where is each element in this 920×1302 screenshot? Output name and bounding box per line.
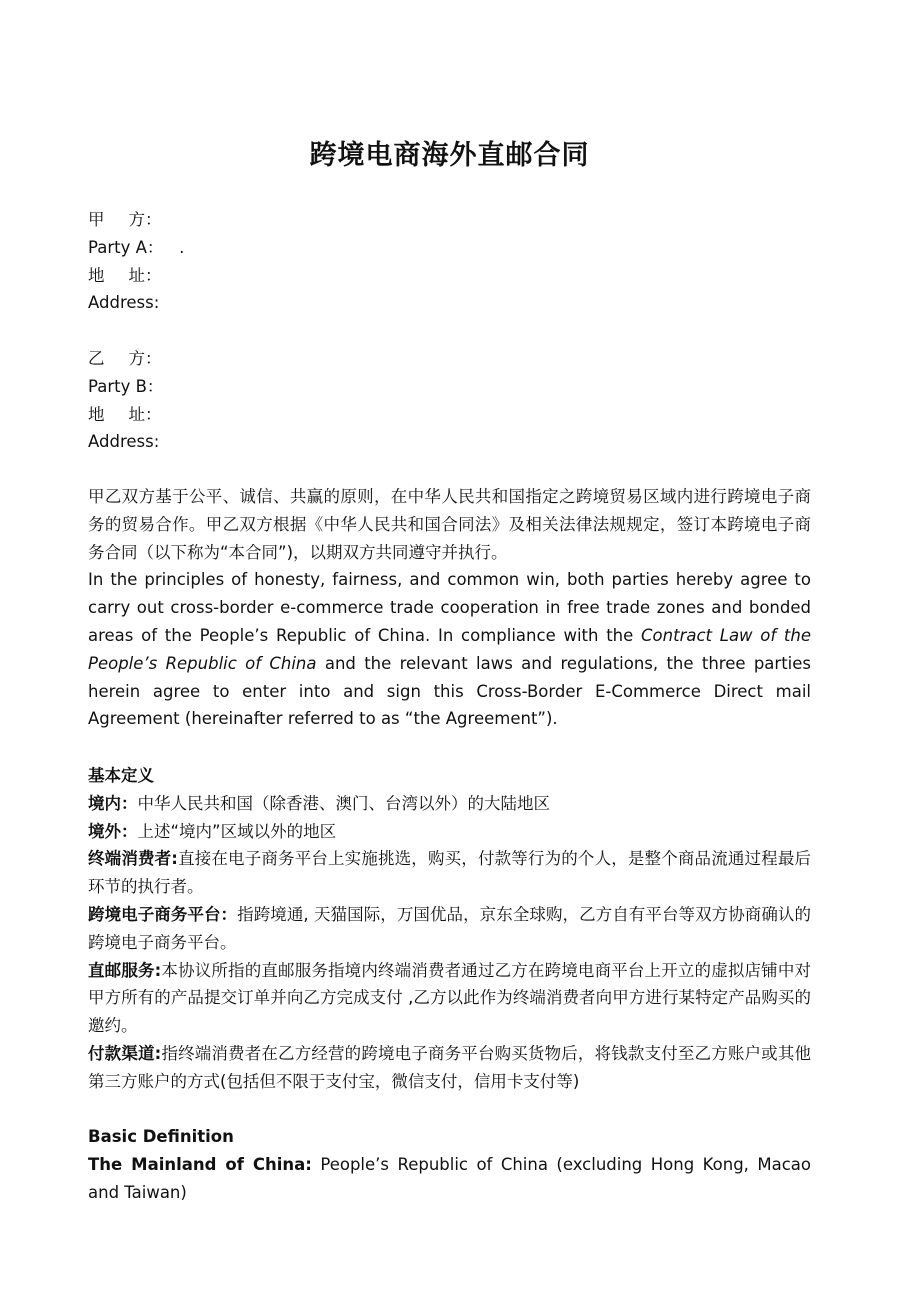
definition-item	[88, 818, 811, 846]
definition-item	[88, 790, 811, 818]
party-b-addr-char2: 址：	[128, 404, 162, 424]
definition-text: 指跨境通, 天猫国际，万国优品，京东全球购，乙方自有平台等双方协商确认的跨境电子商务平台。	[88, 904, 812, 952]
definition-term: The Mainland of China:	[88, 1154, 312, 1174]
party-b-en-label: Party B：	[88, 376, 164, 396]
definition-term: 付款渠道:	[88, 1043, 162, 1063]
definition-text: 直接在电子商务平台上实施挑选，购买，付款等行为的个人，是整个商品流通过程最后环节的执行者。	[88, 849, 811, 897]
definition-term: 境外：	[88, 821, 138, 841]
party-a-en-value: .	[179, 237, 185, 257]
party-a-addr-char2: 址：	[128, 265, 162, 285]
party-b-section	[88, 345, 811, 456]
party-a-addr-char1: 地	[88, 265, 105, 285]
definition-text: 中华人民共和国（除香港、澳门、台湾以外）的大陆地区	[137, 793, 550, 813]
definition-item	[88, 901, 811, 957]
definition-text: 指终端消费者在乙方经营的跨境电子商务平台购买货物后，将钱款支付至乙方账户或其他第三方账户的方式(包括但不限于支付宝，微信支付，信用卡支付等)	[88, 1043, 811, 1091]
party-b-cn-label	[88, 345, 811, 373]
document-title: 跨境电商海外直邮合同	[309, 140, 590, 171]
party-a-cn-label	[88, 206, 811, 234]
party-a-cn-char2: 方：	[128, 210, 162, 229]
definition-term: 跨境电子商务平台：	[88, 904, 238, 924]
definition-text: 上述“境内”区域以外的地区	[137, 821, 337, 841]
definition-text: People’s Republic of China (excluding Hong Kong, Macao and Taiwan)	[88, 1154, 811, 1202]
party-b-addr-char1: 地	[88, 404, 105, 424]
party-a-en-label	[88, 234, 811, 262]
definitions-cn-heading: 基本定义	[88, 766, 154, 785]
definition-item	[88, 1040, 811, 1096]
intro-en-text-2: and the relevant laws and regulations, the three parties herein agree to enter into and sign this Cross-Border E-Commerce Direct mail Agreement (hereinafter referred to as “the Agreement”).	[88, 653, 812, 729]
contract-law-reference: Contract Law of the People’s Republic of China	[88, 625, 812, 673]
definition-item	[88, 845, 811, 901]
party-b-address-en: Address:	[88, 432, 160, 452]
intro-cn-paragraph: 甲乙双方基于公平、诚信、共赢的原则，在中华人民共和国指定之跨境贸易区域内进行跨境电子商务的贸易合作。甲乙双方根据《中华人民共和国合同法》及相关法律法规规定，签订本跨境电子商务合同（以下称为“本合同”)，以期双方共同遵守并执行。	[88, 487, 811, 562]
party-a-cn-char1: 甲	[88, 210, 105, 229]
definition-term: 境内：	[88, 793, 138, 813]
intro-en-paragraph	[88, 566, 811, 733]
party-a-section	[88, 206, 811, 317]
party-a-en-label-text: Party A：	[88, 237, 164, 257]
definitions-en-heading: Basic Definition	[88, 1127, 234, 1146]
definitions-cn-section	[88, 762, 811, 1096]
intro-section	[88, 483, 811, 733]
definitions-en-section	[88, 1123, 811, 1206]
party-a-address-cn	[88, 262, 811, 290]
definition-item	[88, 957, 811, 1040]
party-a-address-en: Address:	[88, 293, 160, 313]
definition-term: 直邮服务:	[88, 960, 162, 980]
party-b-address-cn	[88, 401, 811, 429]
definition-item	[88, 1151, 811, 1207]
party-b-cn-char2: 方：	[128, 349, 162, 368]
definition-text: 本协议所指的直邮服务指境内终端消费者通过乙方在跨境电商平台上开立的虚拟店铺中对甲方所有的产品提交订单并向乙方完成支付 ,乙方以此作为终端消费者向甲方进行某特定产品购买的邀约。	[88, 960, 811, 1036]
definition-term: 终端消费者:	[88, 849, 178, 869]
intro-en-text-1: In the principles of honesty, fairness, and common win, both parties hereby agree to carry out cross-border e-commerce trade cooperation in free trade zones and bonded areas of the People’s Republic of China. In compliance with the	[88, 570, 811, 645]
party-b-cn-char1: 乙	[88, 349, 105, 368]
